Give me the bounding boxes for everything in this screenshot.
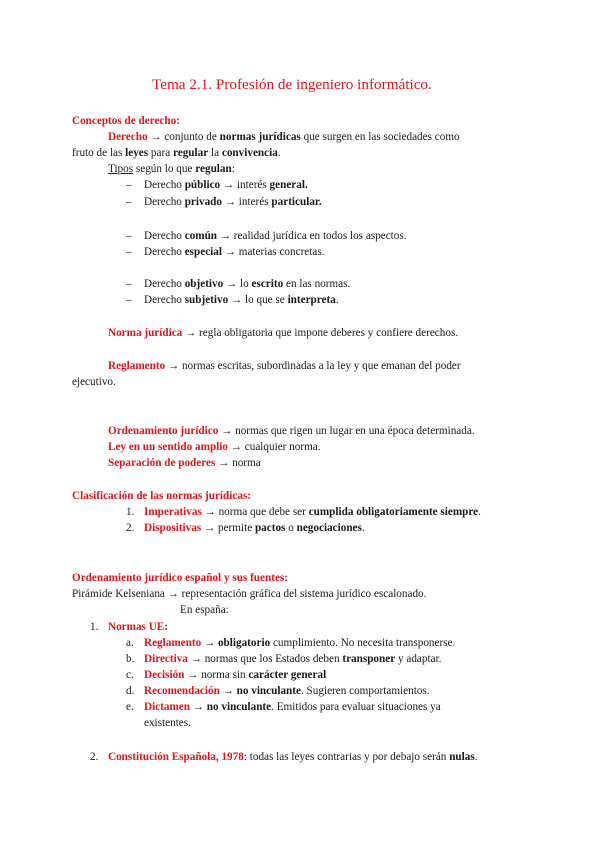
reglamento-line-2: ejecutivo. xyxy=(72,376,116,388)
list-item: 2. Dispositivas → permite pactos o negociaciones. xyxy=(126,522,365,534)
derecho-definition-line-1: Derecho → conjunto de normas jurídicas que surgen en las sociedades como xyxy=(108,131,460,143)
normas-ue-heading: 1. Normas UE: xyxy=(90,621,168,633)
ley-amplio-line: Ley en un sentido amplio → cualquier norma. xyxy=(108,441,321,453)
list-item: – Derecho subjetivo → lo que se interpreta. xyxy=(126,294,339,306)
list-item: – Derecho público → interés general. xyxy=(126,179,308,191)
list-item: e. Dictamen → no vinculante. Emitidos para evaluar situaciones ya xyxy=(126,701,441,713)
list-item: d. Recomendación → no vinculante. Sugieren comportamientos. xyxy=(126,685,430,697)
fuentes-heading: Ordenamiento jurídico español y sus fuentes: xyxy=(72,572,288,584)
list-item: 1. Imperativas → norma que debe ser cumplida obligatoriamente siempre. xyxy=(126,506,481,518)
list-item: b. Directiva → normas que los Estados deben transponer y adaptar. xyxy=(126,653,442,665)
ordenamiento-line: Ordenamiento jurídico → normas que rigen un lugar en una época determinada. xyxy=(108,425,475,437)
tipos-line: Tipos según lo que regulan: xyxy=(108,163,235,175)
list-item: – Derecho común → realidad jurídica en todos los aspectos. xyxy=(126,230,407,242)
reglamento-line-1: Reglamento → normas escritas, subordinadas a la ley y que emanan del poder xyxy=(108,360,461,372)
constitucion-line: 2. Constitución Española, 1978: todas las leyes contrarias y por debajo serán nulas. xyxy=(90,751,478,763)
list-item: – Derecho objetivo → lo escrito en las normas. xyxy=(126,278,351,290)
list-item: c. Decisión → norma sin carácter general xyxy=(126,669,327,681)
list-item: a. Reglamento → obligatorio cumplimiento. No necesita transponerse. xyxy=(126,637,456,649)
piramide-line: Pirámide Kelseniana → representación gráfica del sistema jurídico escalonado. xyxy=(72,588,427,600)
page-title: Tema 2.1. Profesión de ingeniero informático. xyxy=(152,76,432,93)
list-item: – Derecho privado → interés particular. xyxy=(126,196,322,208)
list-item: – Derecho especial → materias concretas. xyxy=(126,246,325,258)
derecho-term: Derecho xyxy=(108,131,148,143)
en-espana-line: En españa: xyxy=(180,604,229,616)
clasificacion-heading: Clasificación de las normas jurídicas: xyxy=(72,490,251,502)
derecho-definition-line-2: fruto de las leyes para regular la convivencia. xyxy=(72,147,281,159)
separacion-line: Separación de poderes → norma xyxy=(108,457,261,469)
dictamen-continuation: existentes. xyxy=(144,717,191,729)
norma-juridica-line: Norma jurídica → regla obligatoria que impone deberes y confiere derechos. xyxy=(108,327,459,339)
conceptos-heading: Conceptos de derecho: xyxy=(72,115,180,127)
